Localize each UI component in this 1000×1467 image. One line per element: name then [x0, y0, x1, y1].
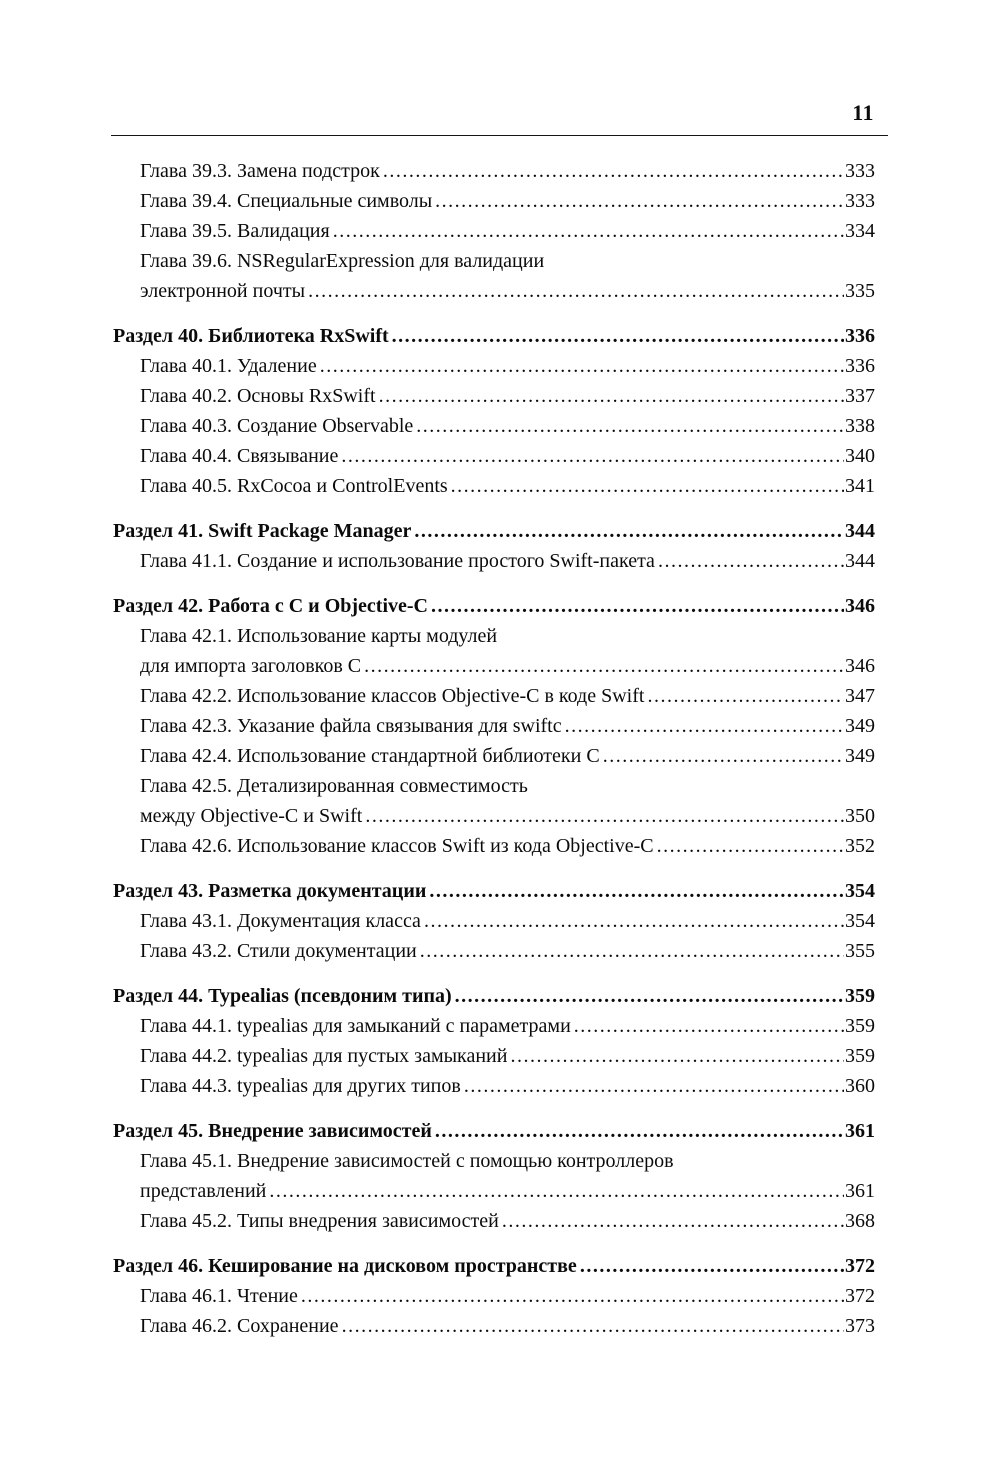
- entry-title: Раздел 44. Typealias (псевдоним типа): [113, 985, 452, 1007]
- toc-chapter-entry: [113, 216, 875, 246]
- entry-row: [140, 381, 875, 411]
- entry-row: [140, 741, 875, 771]
- dot-leader: [435, 1116, 844, 1146]
- toc-section-entry: [113, 516, 875, 546]
- toc-chapter-entry: [113, 621, 875, 681]
- toc-chapter-entry: [113, 546, 875, 576]
- entry-row: [140, 351, 875, 381]
- dot-leader: [431, 591, 844, 621]
- toc-chapter-entry: [113, 681, 875, 711]
- toc-chapter-entry: [113, 186, 875, 216]
- entry-title: Глава 43.2. Стили документации: [140, 940, 417, 962]
- dot-leader: [565, 711, 844, 741]
- entry-page-number: 372: [845, 1255, 875, 1277]
- entry-page-number: 373: [845, 1315, 875, 1337]
- entry-row: [113, 1251, 875, 1281]
- entry-page-number: 349: [845, 715, 875, 737]
- dot-leader: [416, 411, 844, 441]
- entry-row: [140, 1041, 875, 1071]
- toc-chapter-entry: [113, 906, 875, 936]
- entry-title: Глава 40.2. Основы RxSwift: [140, 385, 376, 407]
- entry-title: Раздел 46. Кеширование на дисковом пространстве: [113, 1255, 577, 1277]
- entry-title: Глава 39.3. Замена подстрок: [140, 160, 380, 182]
- entry-row: [140, 711, 875, 741]
- entry-title-line1: Глава 39.6. NSRegularExpression для валидации: [140, 250, 545, 272]
- entry-row: [140, 156, 875, 186]
- entry-title: Глава 44.3. typealias для других типов: [140, 1075, 461, 1097]
- toc-chapter-entry: [113, 1281, 875, 1311]
- entry-row: [113, 981, 875, 1011]
- entry-page-number: 338: [845, 415, 875, 437]
- entry-title: Глава 42.4. Использование стандартной библиотеки C: [140, 745, 600, 767]
- entry-row: [113, 876, 875, 906]
- dot-leader: [342, 1311, 844, 1341]
- entry-page-number: 347: [845, 685, 875, 707]
- dot-leader: [510, 1041, 844, 1071]
- toc-chapter-entry: [113, 711, 875, 741]
- page-header: [111, 0, 888, 126]
- dot-leader: [657, 831, 844, 861]
- dot-leader: [392, 321, 844, 351]
- entry-page-number: 350: [845, 805, 875, 827]
- entry-row: [140, 441, 875, 471]
- entry-title: Глава 42.6. Использование классов Swift из кода Objective-C: [140, 835, 654, 857]
- dot-leader: [308, 276, 844, 306]
- entry-title: Раздел 45. Внедрение зависимостей: [113, 1120, 432, 1142]
- entry-title: Раздел 43. Разметка документации: [113, 880, 427, 902]
- entry-row: [113, 516, 875, 546]
- toc-chapter-entry: [113, 936, 875, 966]
- entry-title: Глава 40.1. Удаление: [140, 355, 317, 377]
- entry-title-line1: Глава 42.1. Использование карты модулей: [140, 625, 498, 647]
- toc-chapter-entry: [113, 771, 875, 831]
- entry-row: [140, 936, 875, 966]
- toc-chapter-entry: [113, 1146, 875, 1206]
- toc-chapter-entry: [113, 1071, 875, 1101]
- dot-leader: [364, 651, 844, 681]
- entry-row: [140, 651, 875, 681]
- dot-leader: [333, 216, 844, 246]
- entry-row: [140, 546, 875, 576]
- entry-row: [140, 1206, 875, 1236]
- entry-page-number: 341: [845, 475, 875, 497]
- entry-row: [140, 216, 875, 246]
- entry-title-line1: Глава 45.1. Внедрение зависимостей с помощью контроллеров: [140, 1150, 674, 1172]
- entry-page-number: 360: [845, 1075, 875, 1097]
- entry-page-number: 359: [845, 1015, 875, 1037]
- entry-title: Глава 39.5. Валидация: [140, 220, 330, 242]
- entry-page-number: 355: [845, 940, 875, 962]
- entry-title: Глава 39.4. Специальные символы: [140, 190, 433, 212]
- toc-chapter-entry: [113, 411, 875, 441]
- entry-title: Глава 40.3. Создание Observable: [140, 415, 414, 437]
- dot-leader: [379, 381, 844, 411]
- toc-chapter-entry: [113, 1311, 875, 1341]
- toc-chapter-entry: [113, 1206, 875, 1236]
- entry-title: электронной почты: [140, 280, 306, 302]
- entry-page-number: 335: [845, 280, 875, 302]
- entry-row: [140, 186, 875, 216]
- entry-page-number: 359: [845, 985, 875, 1007]
- toc-chapter-entry: [113, 741, 875, 771]
- entry-page-number: 354: [845, 910, 875, 932]
- toc-section-entry: [113, 1251, 875, 1281]
- entry-page-number: 361: [845, 1120, 875, 1142]
- toc-chapter-entry: [113, 381, 875, 411]
- dot-leader: [464, 1071, 844, 1101]
- dot-leader: [420, 936, 844, 966]
- dot-leader: [502, 1206, 844, 1236]
- toc-section-entry: [113, 981, 875, 1011]
- entry-row: [140, 906, 875, 936]
- entry-page-number: 344: [845, 520, 875, 542]
- entry-row: [140, 681, 875, 711]
- entry-title: Глава 46.2. Сохранение: [140, 1315, 339, 1337]
- entry-page-number: 359: [845, 1045, 875, 1067]
- entry-title: Раздел 42. Работа с C и Objective-C: [113, 595, 428, 617]
- entry-title: Глава 44.2. typealias для пустых замыканий: [140, 1045, 508, 1067]
- entry-page-number: 334: [845, 220, 875, 242]
- dot-leader: [658, 546, 844, 576]
- entry-row: [113, 1116, 875, 1146]
- entry-title: Глава 42.3. Указание файла связывания для swiftc: [140, 715, 562, 737]
- entry-page-number: 349: [845, 745, 875, 767]
- dot-leader: [574, 1011, 844, 1041]
- entry-page-number: 372: [845, 1285, 875, 1307]
- dot-leader: [365, 801, 844, 831]
- entry-title: для импорта заголовков C: [140, 655, 362, 677]
- entry-title: Глава 44.1. typealias для замыканий с параметрами: [140, 1015, 571, 1037]
- entry-row: [140, 276, 875, 306]
- entry-row: [140, 1071, 875, 1101]
- entry-title-line1: Глава 42.5. Детализированная совместимость: [140, 775, 528, 797]
- entry-title: представлений: [140, 1180, 267, 1202]
- entry-page-number: 352: [845, 835, 875, 857]
- toc-section-entry: [113, 591, 875, 621]
- toc-chapter-entry: [113, 351, 875, 381]
- dot-leader: [647, 681, 844, 711]
- entry-row: [140, 801, 875, 831]
- entry-title: Глава 45.2. Типы внедрения зависимостей: [140, 1210, 499, 1232]
- entry-title: Глава 40.4. Связывание: [140, 445, 339, 467]
- entry-title: Глава 41.1. Создание и использование простого Swift-пакета: [140, 550, 655, 572]
- entry-row: [140, 411, 875, 441]
- entry-row: [140, 1011, 875, 1041]
- dot-leader: [580, 1251, 844, 1281]
- toc-chapter-entry: [113, 441, 875, 471]
- dot-leader: [320, 351, 844, 381]
- entry-page-number: 354: [845, 880, 875, 902]
- toc-section-entry: [113, 876, 875, 906]
- entry-title: Глава 42.2. Использование классов Objective-C в коде Swift: [140, 685, 645, 707]
- dot-leader: [424, 906, 844, 936]
- entry-row: [113, 321, 875, 351]
- dot-leader: [414, 516, 844, 546]
- dot-leader: [269, 1176, 844, 1206]
- page-number: 11: [852, 100, 874, 125]
- entry-page-number: 336: [845, 355, 875, 377]
- entry-page-number: 368: [845, 1210, 875, 1232]
- entry-row: [140, 1311, 875, 1341]
- toc-section-entry: [113, 1116, 875, 1146]
- dot-leader: [435, 186, 844, 216]
- entry-page-number: 344: [845, 550, 875, 572]
- toc-chapter-entry: [113, 156, 875, 186]
- entry-page-number: 337: [845, 385, 875, 407]
- entry-title: Глава 43.1. Документация класса: [140, 910, 421, 932]
- entry-page-number: 346: [845, 655, 875, 677]
- entry-page-number: 333: [845, 160, 875, 182]
- dot-leader: [341, 441, 844, 471]
- entry-title: Глава 40.5. RxCocoa и ControlEvents: [140, 475, 448, 497]
- toc-chapter-entry: [113, 471, 875, 501]
- dot-leader: [451, 471, 844, 501]
- dot-leader: [383, 156, 844, 186]
- toc-chapter-entry: [113, 1041, 875, 1071]
- entry-page-number: 340: [845, 445, 875, 467]
- dot-leader: [429, 876, 844, 906]
- toc-chapter-entry: [113, 831, 875, 861]
- entry-page-number: 333: [845, 190, 875, 212]
- toc-list: [111, 136, 888, 1341]
- entry-row: [140, 831, 875, 861]
- entry-title: Раздел 40. Библиотека RxSwift: [113, 325, 389, 347]
- dot-leader: [301, 1281, 844, 1311]
- entry-title: Глава 46.1. Чтение: [140, 1285, 298, 1307]
- dot-leader: [603, 741, 844, 771]
- dot-leader: [455, 981, 844, 1011]
- toc-chapter-entry: [113, 1011, 875, 1041]
- entry-title: Раздел 41. Swift Package Manager: [113, 520, 412, 542]
- entry-row: [140, 1281, 875, 1311]
- entry-row: [140, 471, 875, 501]
- entry-row: [140, 1176, 875, 1206]
- toc-chapter-entry: [113, 246, 875, 306]
- entry-row: [113, 591, 875, 621]
- entry-page-number: 361: [845, 1180, 875, 1202]
- entry-page-number: 346: [845, 595, 875, 617]
- entry-title: между Objective-C и Swift: [140, 805, 363, 827]
- entry-page-number: 336: [845, 325, 875, 347]
- toc-section-entry: [113, 321, 875, 351]
